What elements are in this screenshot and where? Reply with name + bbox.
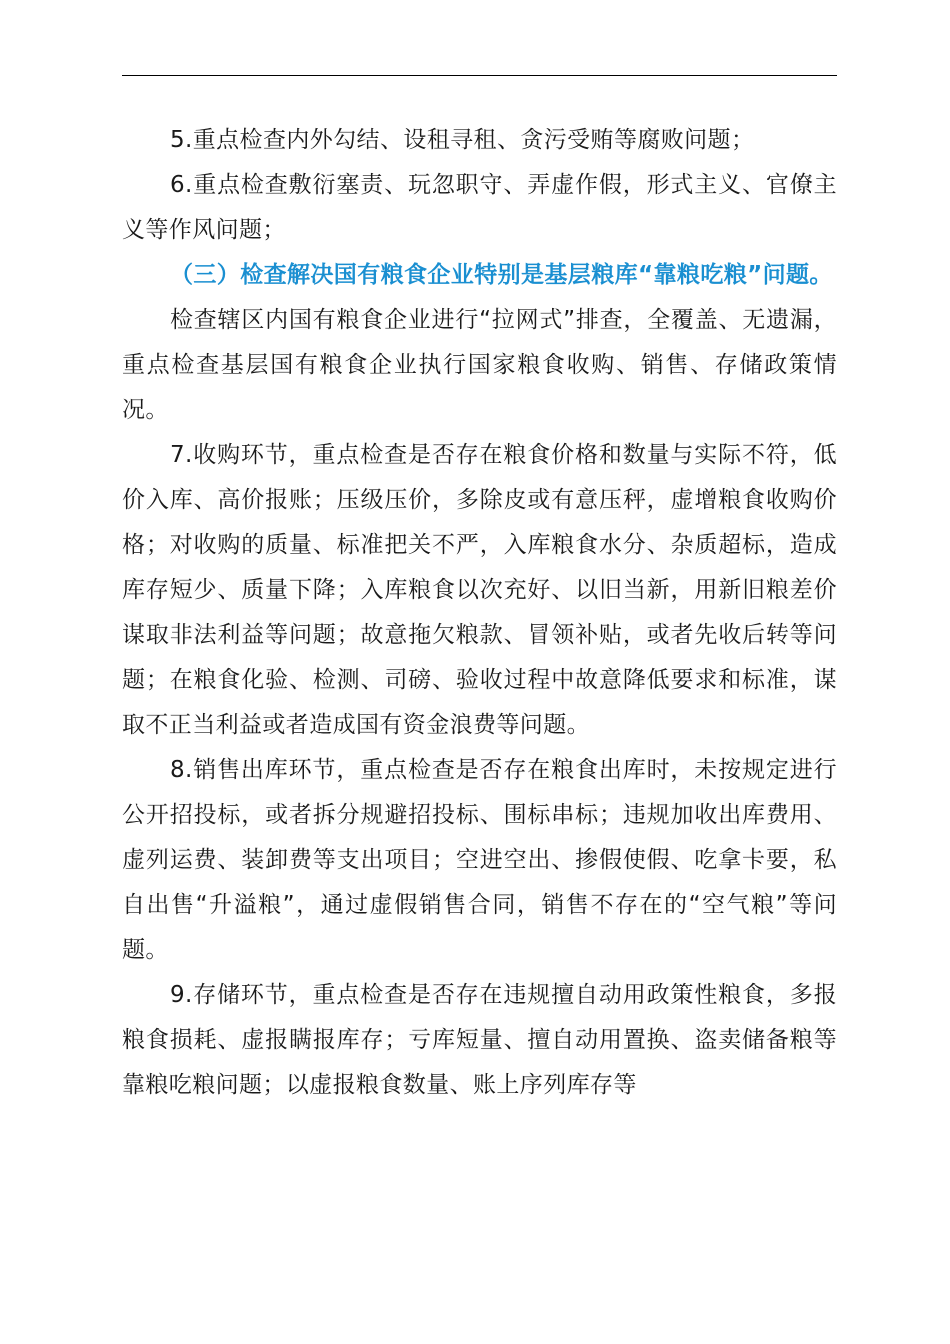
header-divider (122, 75, 837, 76)
paragraph-section-intro: 检查辖区内国有粮食企业进行“拉网式”排查，全覆盖、无遗漏，重点检查基层国有粮食企业执行国家粮食收购、销售、存储政策情况。 (122, 307, 837, 423)
paragraph-item-5: 5.重点检查内外勾结、设租寻租、贪污受贿等腐败问题； (170, 127, 755, 153)
paragraph-item-9: 9.存储环节，重点检查是否存在违规擅自动用政策性粮食，多报粮食损耗、虚报瞒报库存；亏库短量、擅自动用置换、盗卖储备粮等靠粮吃粮问题；以虚报粮食数量、账上序列库存等 (122, 982, 837, 1098)
document-body (122, 118, 837, 1108)
paragraph-item-6: 6.重点检查敷衍塞责、玩忽职守、弄虚作假，形式主义、官僚主义等作风问题； (122, 172, 837, 243)
paragraph-item-8: 8.销售出库环节，重点检查是否存在粮食出库时，未按规定进行公开招投标，或者拆分规避招投标、围标串标；违规加收出库费用、虚列运费、装卸费等支出项目；空进空出、掺假使假、吃拿卡要，私自出售“升溢粮”，通过虚假销售合同，销售不存在的“空气粮”等问题。 (122, 757, 837, 963)
section-heading: （三）检查解决国有粮食企业特别是基层粮库“靠粮吃粮”问题。 (170, 262, 833, 288)
paragraph-item-7: 7.收购环节，重点检查是否存在粮食价格和数量与实际不符，低价入库、高价报账；压级压价，多除皮或有意压秤，虚增粮食收购价格；对收购的质量、标准把关不严，入库粮食水分、杂质超标，造成库存短少、质量下降；入库粮食以次充好、以旧当新，用新旧粮差价谋取非法利益等问题；故意拖欠粮款、冒领补贴，或者先收后转等问题；在粮食化验、检测、司磅、验收过程中故意降低要求和标准，谋取不正当利益或者造成国有资金浪费等问题。 (122, 442, 837, 738)
